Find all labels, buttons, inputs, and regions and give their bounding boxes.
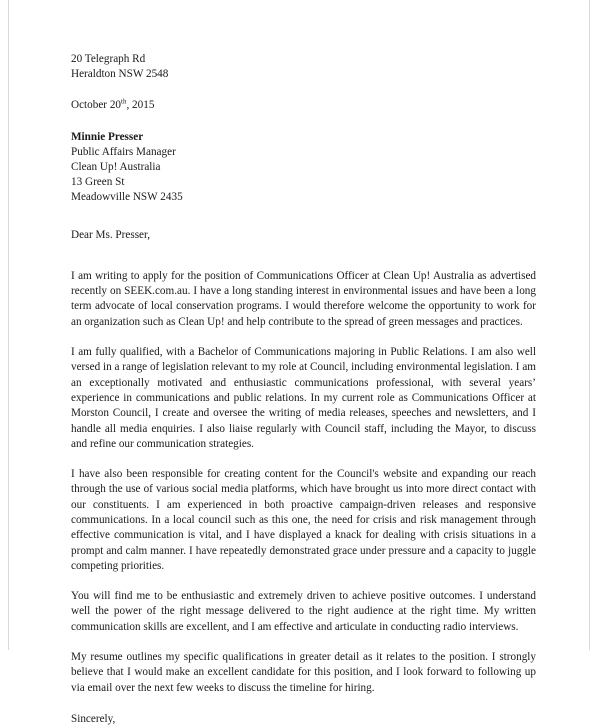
recipient-title: Public Affairs Manager — [71, 145, 176, 158]
sender-address-line-2: Heraldton NSW 2548 — [71, 68, 169, 81]
date-month-day: October 20 — [71, 99, 122, 112]
body-paragraph: I am fully qualified, with a Bachelor of Communications majoring in Public Relations. I am also well versed in a range of legislation relevant to my role at Council, including environmental legislation. I am an exceptionally motivated and enthusiastic communications professional, with several years’ experience in communications and public relations. In my current role as Communications Officer at Morston Council, I create and oversee the writing of media releases, speeches and newsletters, and I handle all media enquiries. I also liaise regularly with Council staff, including the Mayor, to discuss and refine our communication strategies. — [71, 346, 536, 450]
closing-salutation: Sincerely, — [71, 712, 116, 725]
letter-content — [71, 52, 536, 727]
body-paragraph: I have also been responsible for creating content for the Council's website and expanding our reach through the use of various social media platforms, which have brought us into more direct contact with our constituents. I am experienced in both proactive campaign-driven releases and responsive communications. In a local council such as this one, the need for crisis and risk management through effective communication is vital, and I have displayed a knack for dealing with crisis situations in a prompt and calm manner. I have repeatedly demonstrated grace under pressure and a capacity to juggle competing priorities. — [71, 468, 536, 572]
body-paragraph: I am writing to apply for the position of Communications Officer at Clean Up! Australia as advertised recently on SEEK.com.au. I have a long standing interest in environmental issues and have been a long term advocate of local conservation programs. I would therefore welcome the opportunity to work for an organization such as Clean Up! and help contribute to the spread of green messages and practices. — [71, 269, 536, 328]
body-paragraph: My resume outlines my specific qualifications in greater detail as it relates to the position. I strongly believe that I would make an excellent candidate for this position, and I look forward to following up via email over the next few weeks to discuss the timeline for hiring. — [71, 651, 536, 694]
recipient-organization: Clean Up! Australia — [71, 161, 161, 174]
spacer-salutation-body — [71, 243, 536, 269]
sender-address-line-1: 20 Telegraph Rd — [71, 53, 146, 65]
sender-address-block — [71, 52, 536, 82]
recipient-address-block — [71, 130, 536, 206]
spacer-date-recipient — [71, 114, 536, 130]
document-page — [8, 0, 590, 725]
date-year: , 2015 — [126, 99, 155, 112]
spacer-recipient-salutation — [71, 206, 536, 228]
recipient-address-line-2: Meadowville NSW 2435 — [71, 191, 183, 204]
date-line — [71, 98, 536, 113]
recipient-address-line-1: 13 Green St — [71, 176, 125, 189]
spacer-sender-date — [71, 82, 536, 98]
body-paragraph: You will find me to be enthusiastic and extremely driven to achieve positive outcomes. I understand well the power of the right message delivered to the right audience at the right time. My written communication skills are excellent, and I am effective and articulate in conducting radio interviews. — [71, 590, 536, 633]
recipient-name: Minnie Presser — [71, 130, 144, 143]
date-block — [71, 98, 536, 113]
date-ordinal-suffix: th — [121, 97, 127, 106]
salutation: Dear Ms. Presser, — [71, 228, 151, 241]
letter-body — [71, 269, 536, 696]
